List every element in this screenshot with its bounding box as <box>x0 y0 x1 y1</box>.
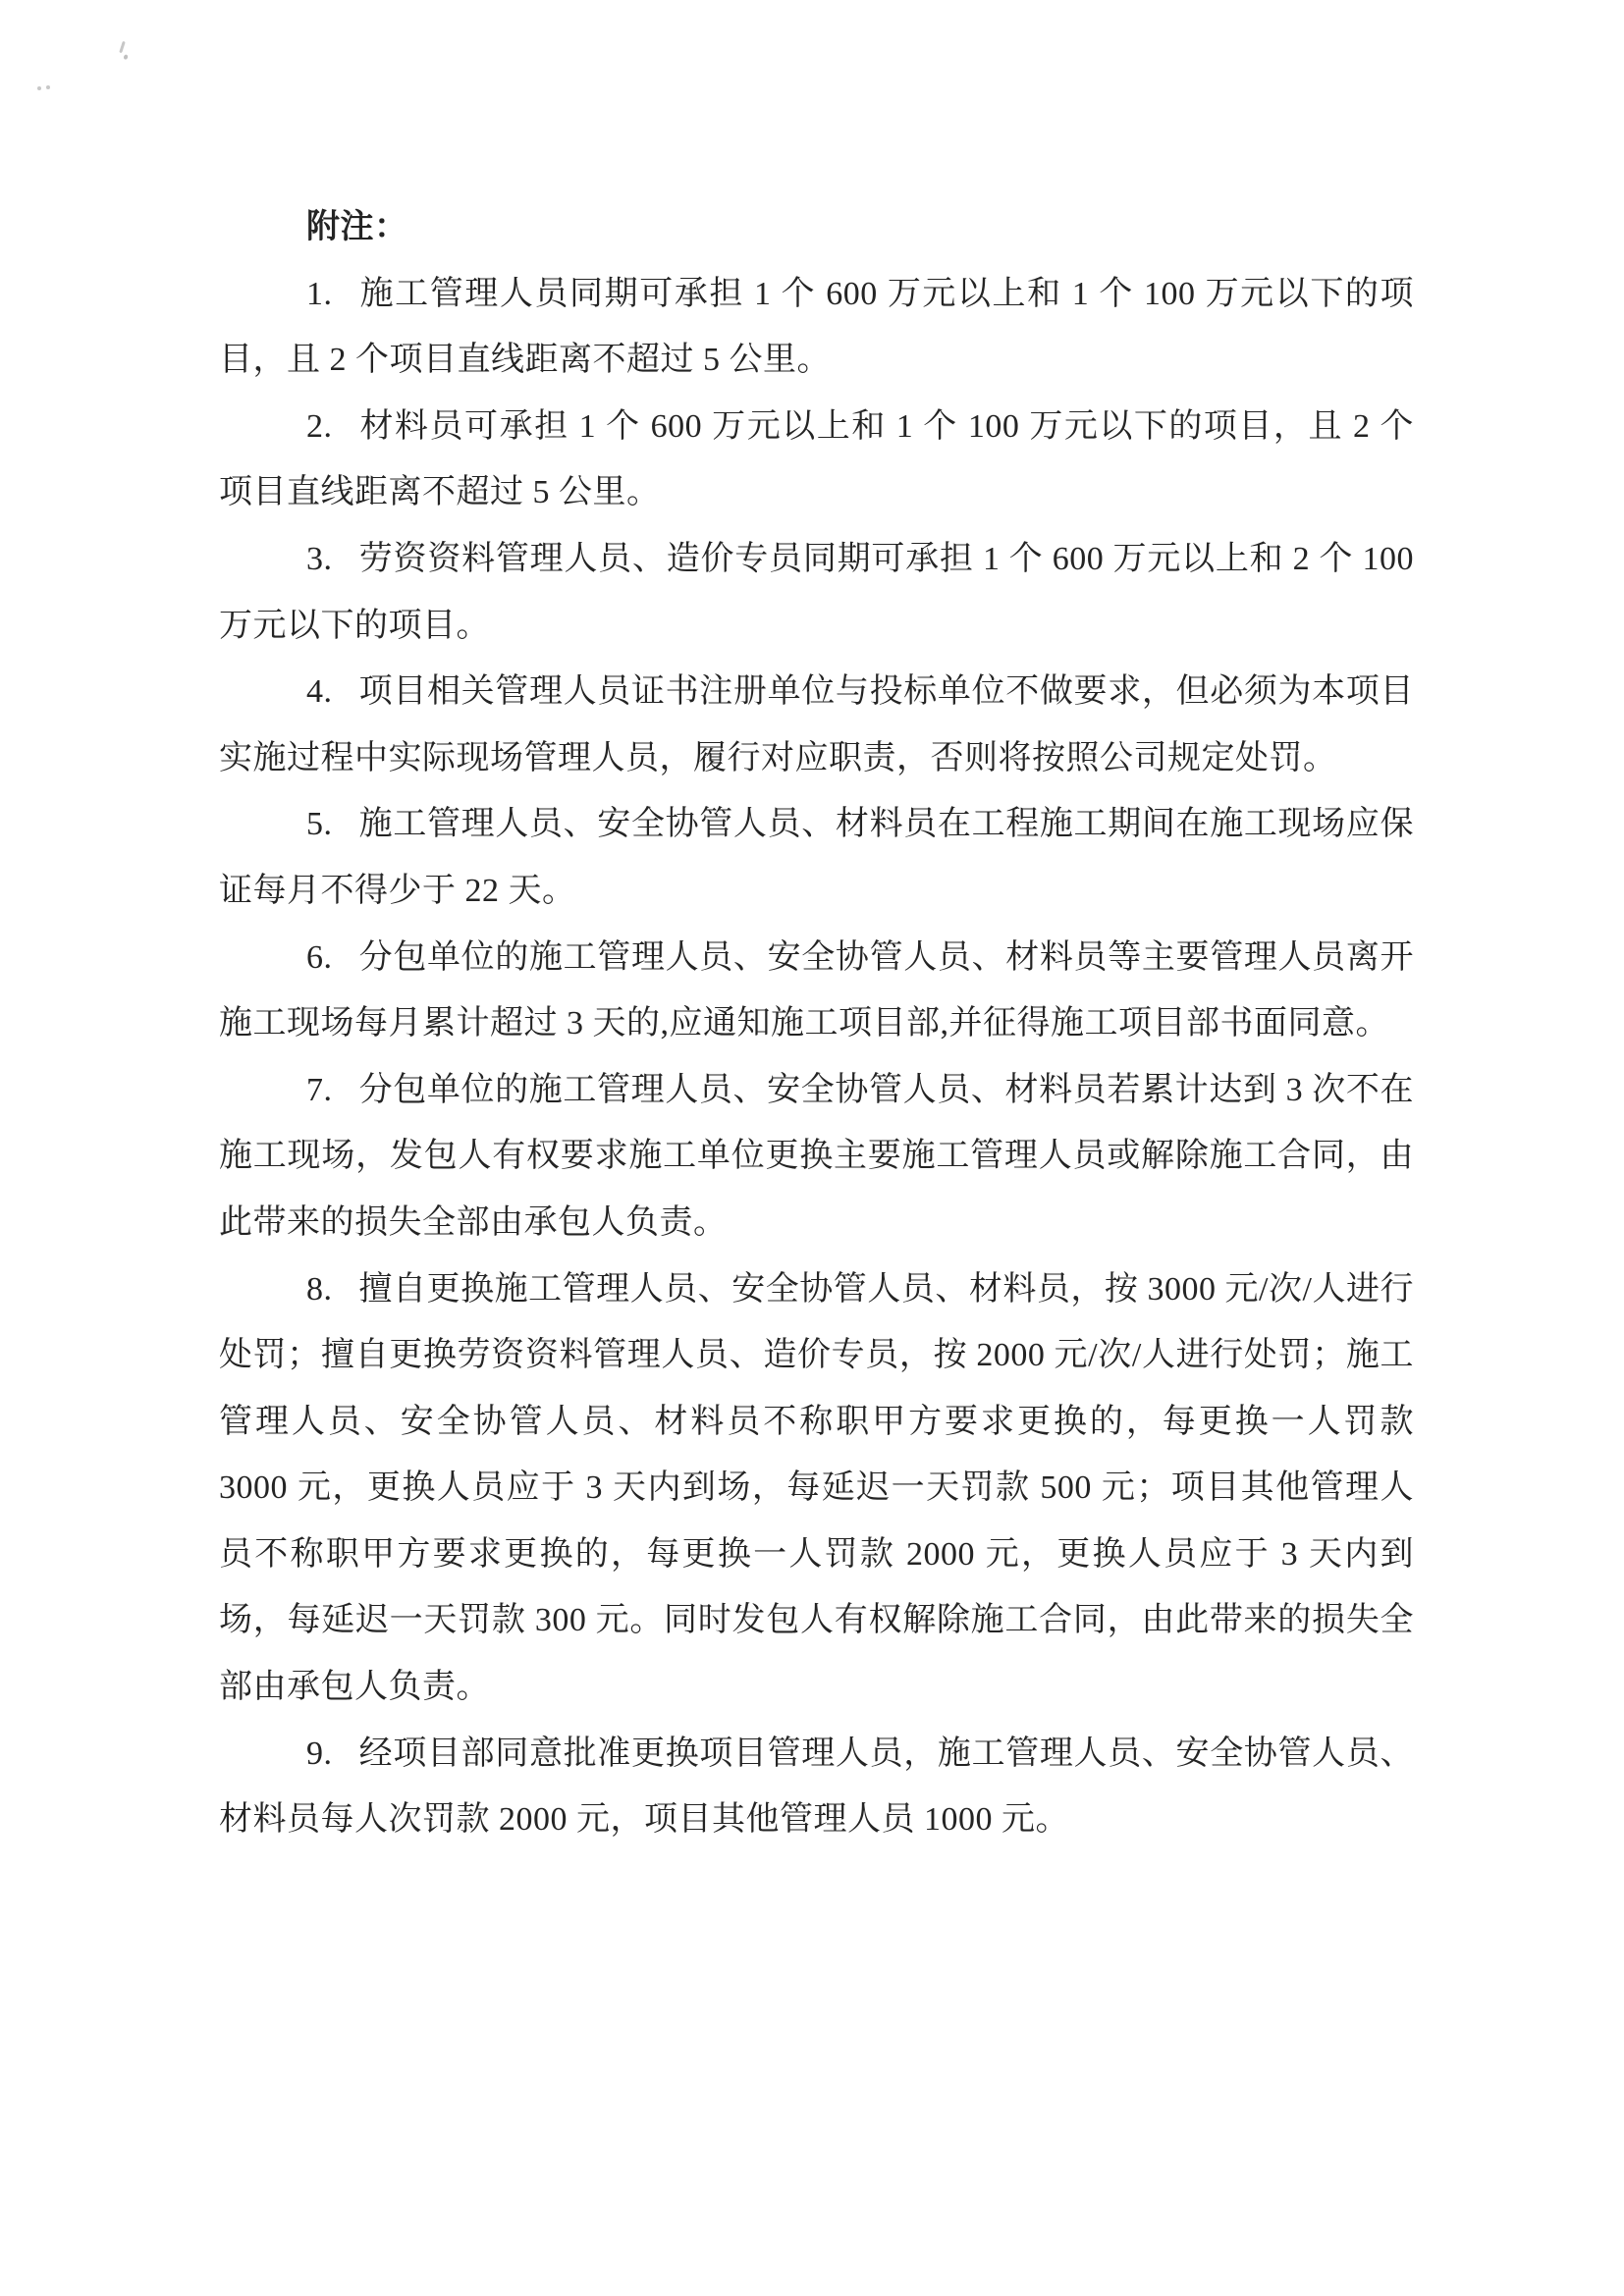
note-item-3-text: 劳资资料管理人员、造价专员同期可承担 1 个 600 万元以上和 2 个 100 万元以下的项目。 <box>219 540 1414 644</box>
notes-section <box>219 194 1414 1853</box>
note-item-4-text: 项目相关管理人员证书注册单位与投标单位不做要求，但必须为本项目实施过程中实际现场管理人员，履行对应职责，否则将按照公司规定处罚。 <box>219 673 1414 776</box>
note-item-5-number: 5. <box>306 806 333 843</box>
note-item-5-text: 施工管理人员、安全协管人员、材料员在工程施工期间在施工现场应保证每月不得少于 22 天。 <box>219 806 1414 909</box>
scan-artifact-tick <box>119 41 126 53</box>
note-item-9 <box>219 1721 1414 1853</box>
note-item-9-text: 经项目部同意批准更换项目管理人员，施工管理人员、安全协管人员、材料员每人次罚款 2000 元，项目其他管理人员 1000 元。 <box>219 1735 1414 1839</box>
scan-artifact-dots <box>37 85 51 91</box>
note-item-8 <box>219 1256 1414 1721</box>
note-item-2-number: 2. <box>306 407 333 445</box>
note-item-4 <box>219 659 1414 791</box>
note-item-4-number: 4. <box>306 673 333 711</box>
note-item-6 <box>219 925 1414 1057</box>
notes-heading: 附注： <box>306 209 408 245</box>
note-item-6-number: 6. <box>306 938 333 976</box>
note-item-2-text: 材料员可承担 1 个 600 万元以上和 1 个 100 万元以下的项目，且 2 个项目直线距离不超过 5 公里。 <box>219 407 1414 511</box>
note-item-2 <box>219 394 1414 526</box>
note-item-5 <box>219 791 1414 924</box>
note-item-7-number: 7. <box>306 1071 333 1108</box>
note-item-8-number: 8. <box>306 1270 333 1308</box>
note-item-1 <box>219 261 1414 394</box>
note-item-1-text: 施工管理人员同期可承担 1 个 600 万元以上和 1 个 100 万元以下的项目，且 2 个项目直线距离不超过 5 公里。 <box>219 275 1414 379</box>
note-item-3-number: 3. <box>306 540 333 577</box>
note-item-3 <box>219 526 1414 659</box>
note-item-7-text: 分包单位的施工管理人员、安全协管人员、材料员若累计达到 3 次不在施工现场，发包人有权要求施工单位更换主要施工管理人员或解除施工合同，由此带来的损失全部由承包人负责。 <box>219 1071 1414 1241</box>
note-item-1-number: 1. <box>306 275 333 312</box>
note-item-6-text: 分包单位的施工管理人员、安全协管人员、材料员等主要管理人员离开施工现场每月累计超过 3 天的,应通知施工项目部,并征得施工项目部书面同意。 <box>219 938 1414 1042</box>
note-item-8-text: 擅自更换施工管理人员、安全协管人员、材料员，按 3000 元/次/人进行处罚；擅自更换劳资资料管理人员、造价专员，按 2000 元/次/人进行处罚；施工管理人员、安全协管人员、材料员不称职甲方要求更换的，每更换一人罚款 3000 元，更换人员应于 3 天内到场，每延迟一天罚款 500 元；项目其他管理人员不称职甲方要求更换的，每更换一人罚款 2000 元，更换人员应于 3 天内到场，每延迟一天罚款 300 元。同时发包人有权解除施工合同，由此带来的损失全部由承包人负责。 <box>219 1270 1414 1706</box>
note-item-7 <box>219 1057 1414 1256</box>
note-item-9-number: 9. <box>306 1735 333 1772</box>
